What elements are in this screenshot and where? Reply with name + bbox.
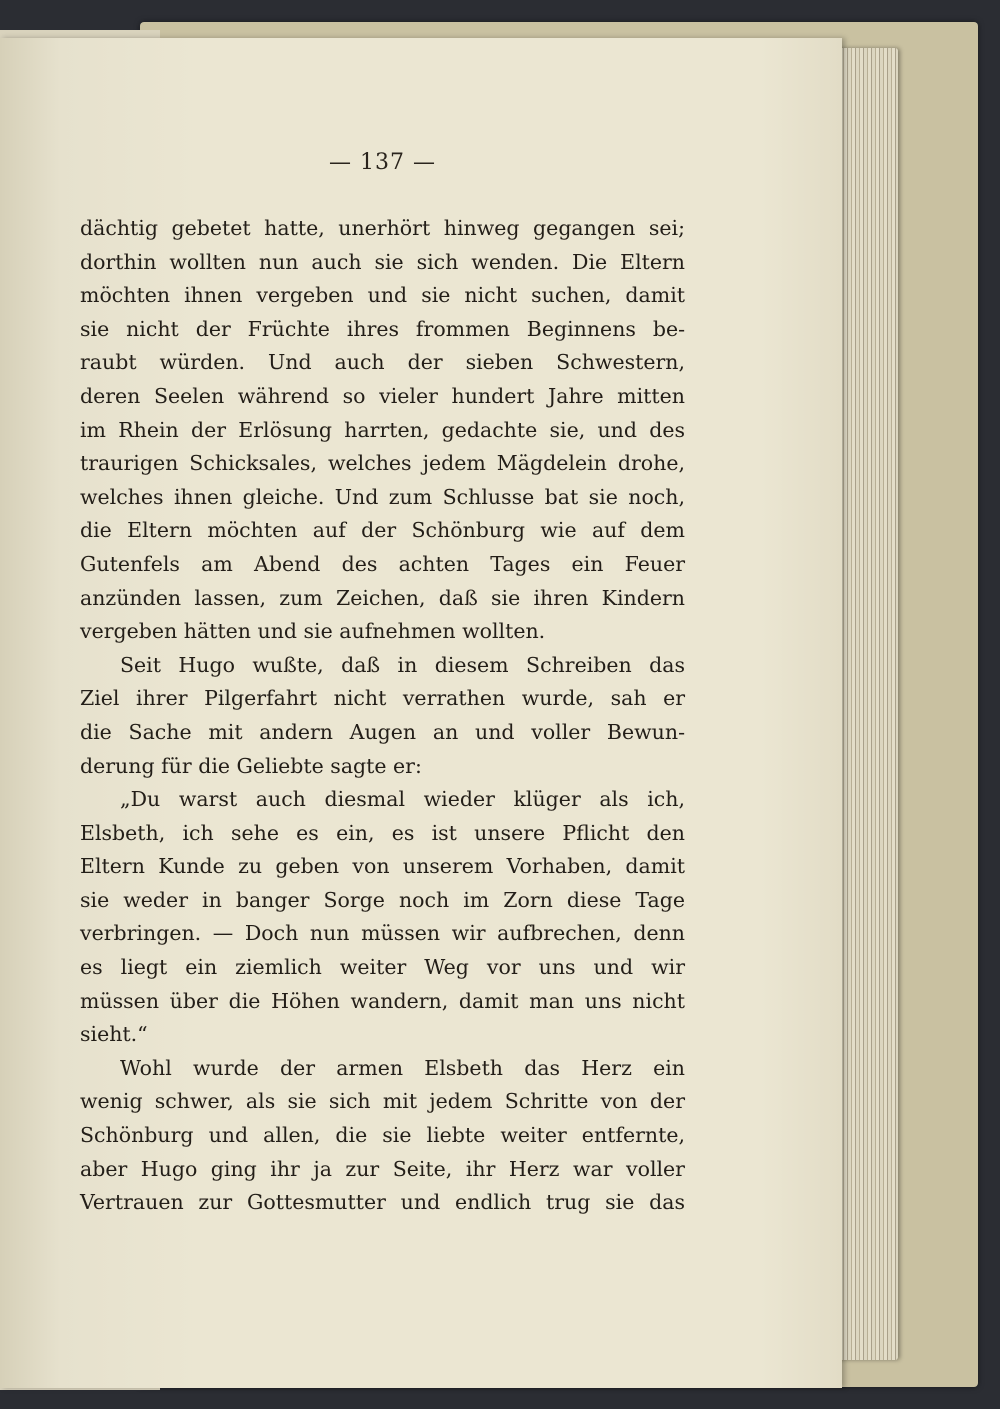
text-line: müssen über die Höhen wandern, damit man uns nicht [80,988,685,1013]
text-line: Elsbeth, ich sehe es ein, es ist unsere Pflicht den [80,820,685,845]
text-line: deren Seelen während so vieler hundert Jahre mitten [80,383,685,408]
text-line: verbringen. — Doch nun müssen wir aufbrechen, denn [80,921,685,946]
page-text-block [80,150,685,1220]
text-line: derung für die Geliebte sagte er: [80,753,422,778]
text-line: die Sache mit andern Augen an und voller Bewun- [80,719,685,744]
text-line: sie weder in banger Sorge noch im Zorn diese Tage [80,887,685,912]
text-line: es liegt ein ziemlich weiter Weg vor uns und wir [80,955,685,980]
text-line: vergeben hätten und sie aufnehmen wollten. [80,619,546,644]
text-line: wenig schwer, als sie sich mit jedem Schritte von der [80,1089,685,1114]
text-line: möchten ihnen vergeben und sie nicht suchen, damit [80,283,685,308]
text-line: Ziel ihrer Pilgerfahrt nicht verrathen wurde, sah er [80,686,685,711]
text-line: traurigen Schicksales, welches jedem Mägdelein drohe, [80,451,685,476]
text-line: Eltern Kunde zu geben von unserem Vorhaben, damit [80,854,685,879]
text-line: raubt würden. Und auch der sieben Schwestern, [80,350,685,375]
text-line: dorthin wollten nun auch sie sich wenden. Die Eltern [80,249,685,274]
text-line: dächtig gebetet hatte, unerhört hinweg gegangen sei; [80,216,685,240]
text-line: welches ihnen gleiche. Und zum Schlusse bat sie noch, [80,484,685,509]
text-line: aber Hugo ging ihr ja zur Seite, ihr Herz war voller [80,1156,685,1181]
text-line: Wohl wurde der armen Elsbeth das Herz ein [120,1055,685,1080]
text-line: im Rhein der Erlösung harrten, gedachte sie, und des [80,417,685,442]
text-line: sieht.“ [80,1022,148,1047]
text-lines [80,212,685,1220]
text-line: anzünden lassen, zum Zeichen, daß sie ihren Kindern [80,585,685,610]
text-line: Seit Hugo wußte, daß in diesem Schreiben das [120,652,685,677]
book-page [0,38,842,1388]
text-line: Vertrauen zur Gottesmutter und endlich trug sie das [80,1190,685,1215]
text-line: Gutenfels am Abend des achten Tages ein Feuer [80,551,685,576]
page-number: — 137 — [329,150,436,175]
text-line: Schönburg und allen, die sie liebte weiter entfernte, [80,1123,685,1148]
text-line: „Du warst auch diesmal wieder klüger als ich, [120,787,685,812]
text-line: die Eltern möchten auf der Schönburg wie auf dem [80,518,685,543]
text-line: sie nicht der Früchte ihres frommen Beginnens be- [80,316,685,341]
